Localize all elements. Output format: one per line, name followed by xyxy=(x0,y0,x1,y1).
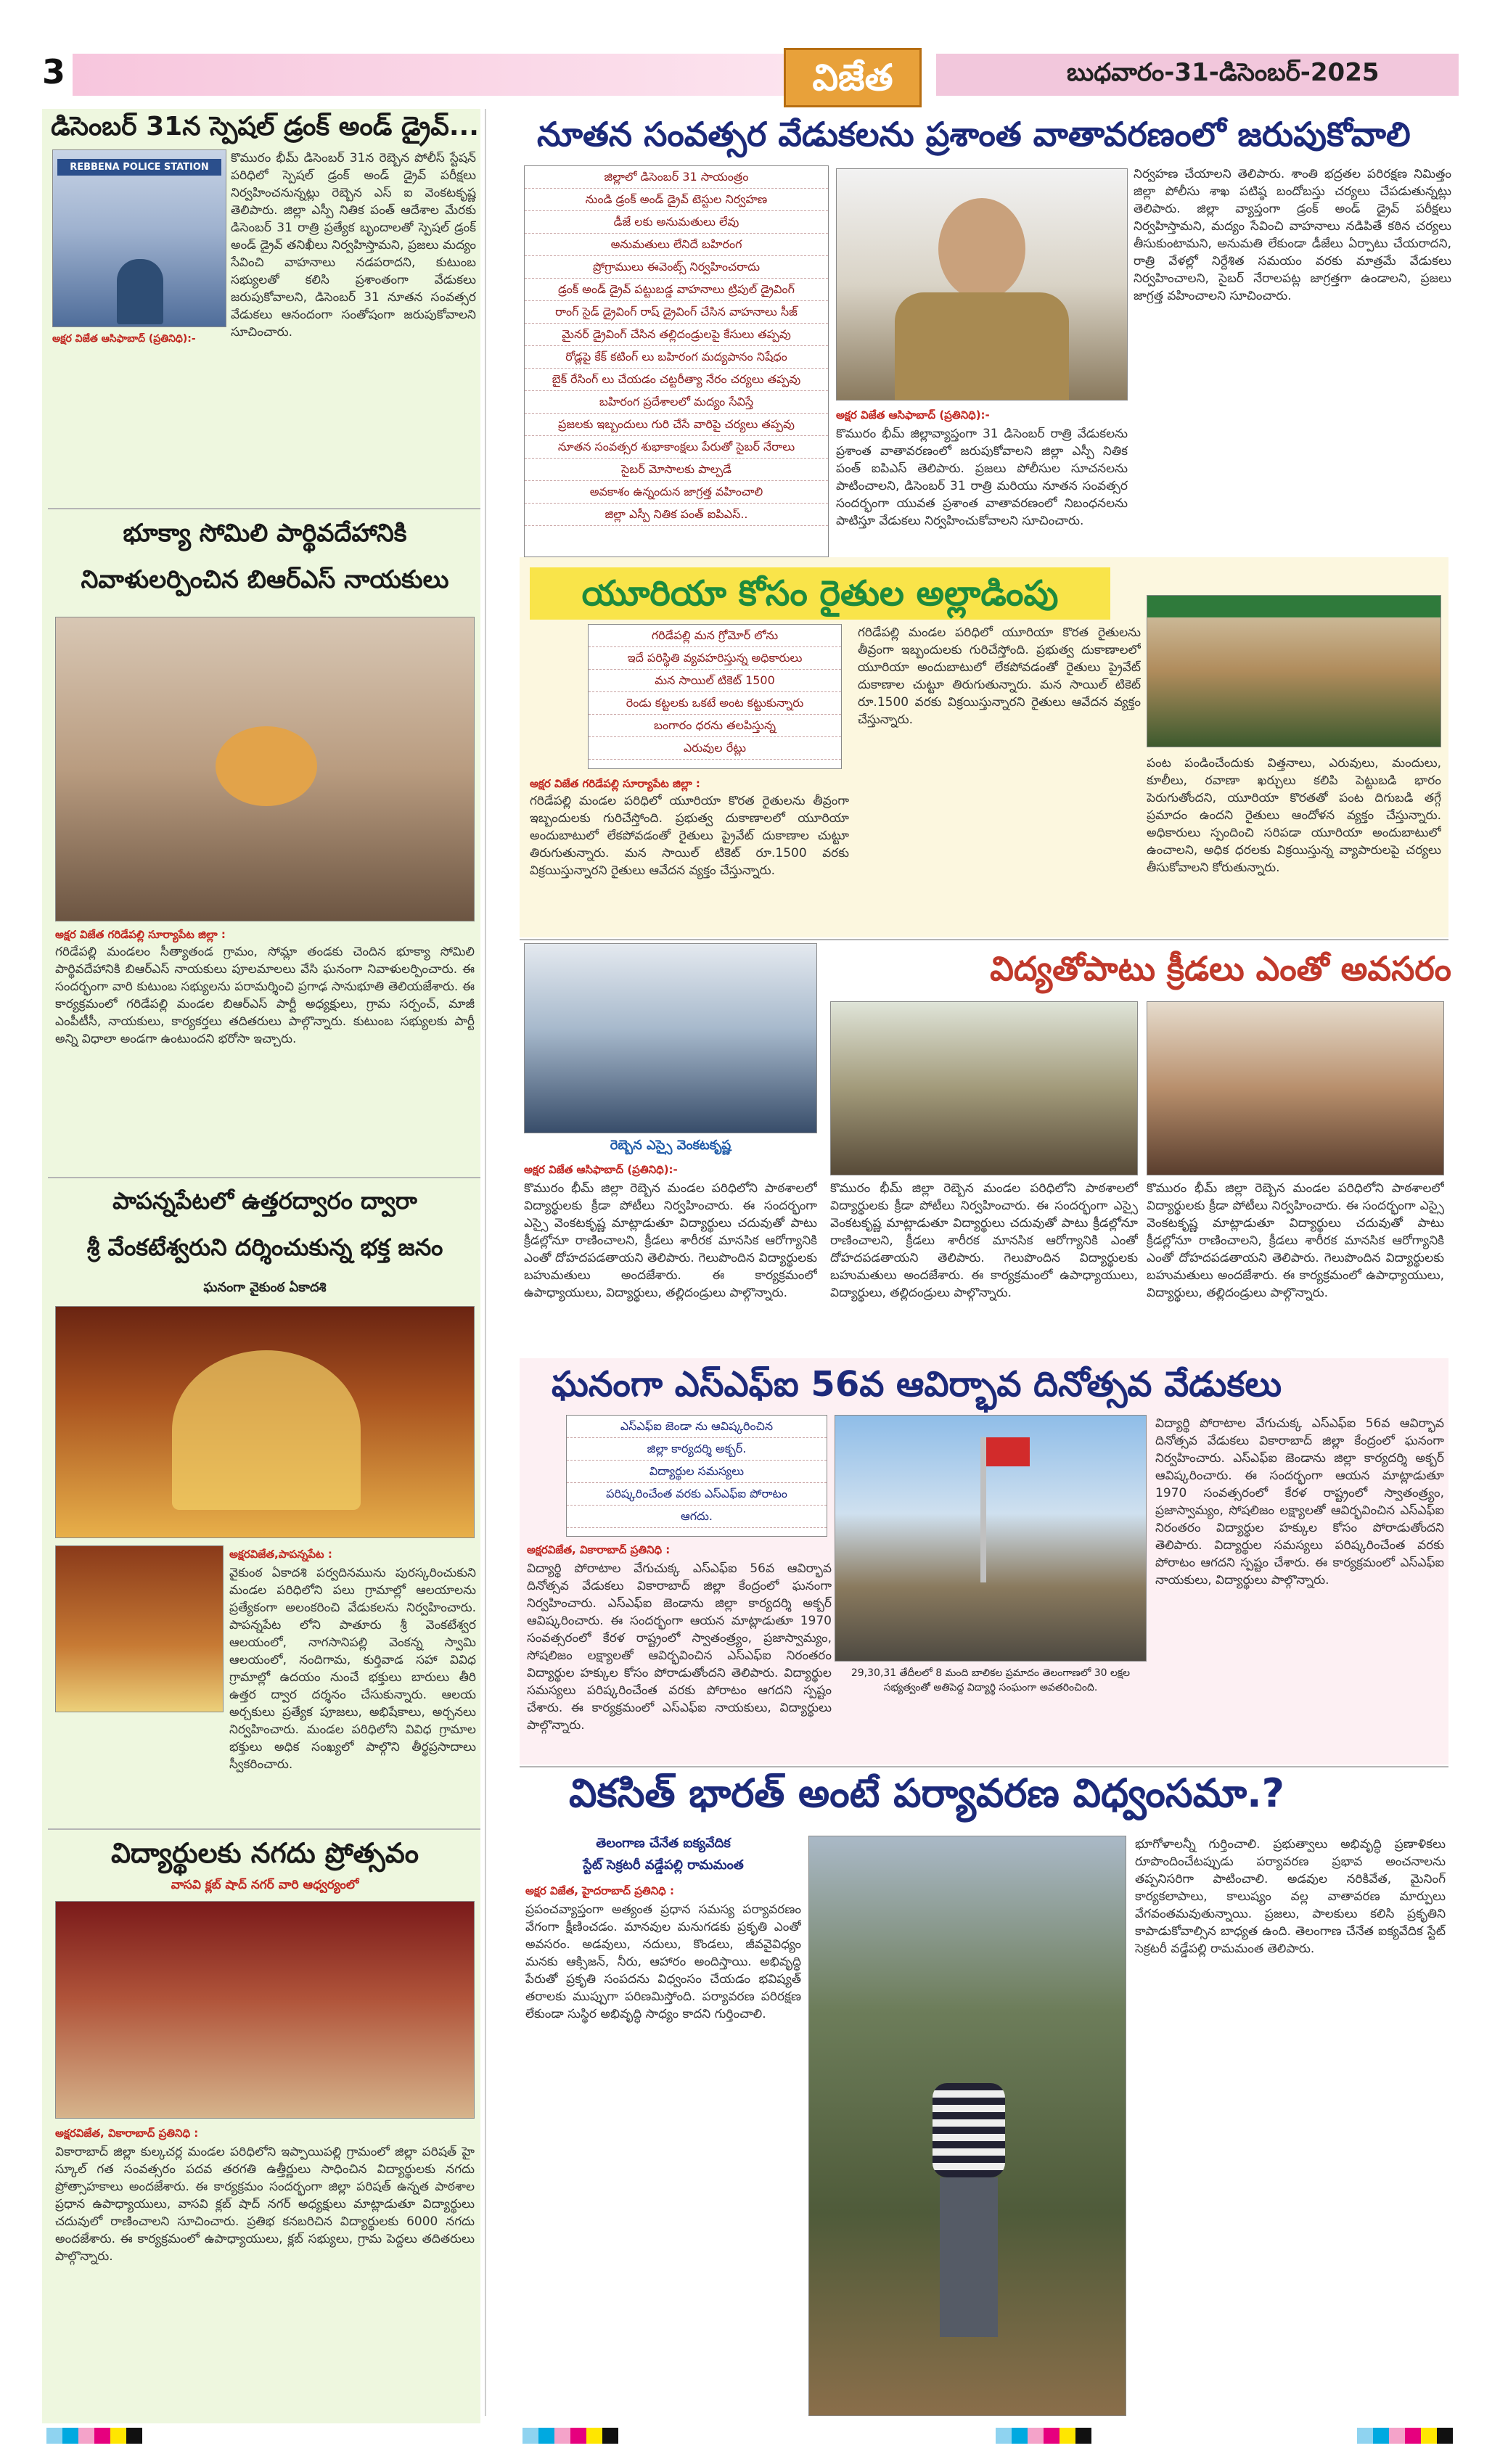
highlight-line: సైబర్ మోసాలకు పాల్పడే xyxy=(525,459,828,481)
left-story2-body: గరిడేపల్లి మండలం సీత్యాతండ గ్రామం, సోమ్లా తండకు చెందిన భూక్యా సోమిలి పార్థివదేహానికి బిఆర్ఎస్ నాయకులు పూలమాలలు వేసి ఘనంగా నివాళులర్పించారు. ఈ సందర్భంగా వారి కుటుంబ సభ్యులను పరామర్శించి ప్రగాఢ సానుభూతి తెలియజేశారు. ఈ కార్యక్రమంలో గరిడేపల్లి మండల బిఆర్ఎస్ పార్టీ అధ్యక్షులు, గ్రామ సర్పంచ్, మాజీ ఎంపీటీసీ, నాయకులు, కార్యకర్తలు తదితరులు పాల్గొన్నారు. కుటుంబ సభ్యులకు పార్టీ అన్ని విధాలా అండగా ఉంటుందని భరోసా ఇచ్చారు. xyxy=(55,945,475,1046)
highlight-line: బైక్ రేసింగ్ లు చేయడం చట్టరీత్యా నేరం చర్యలు తప్పవు xyxy=(525,369,828,391)
main-divider-2 xyxy=(520,1766,1448,1767)
left-story1-body: కొమురం భీమ్ డిసెంబర్ 31న రెబ్బెన పోలీస్ స్టేషన్ పరిధిలో స్పెషల్ డ్రంక్ అండ్ డ్రైవ్ పరీక్షలు నిర్వహించనున్నట్లు రెబ్బెన ఎస్ ఐ వెంకటకృష్ణ తెలిపారు. జిల్లా ఎస్పీ నితిక పంత్ ఆదేశాల మేరకు డిసెంబర్ 31 రాత్రి ప్రత్యేక బృందాలతో స్పెషల్ డ్రంక్ అండ్ డ్రైవ్ తనిఖీలు నిర్వహిస్తామని, ప్రజలు మద్యం సేవించి వాహనాలు నడపరాదని, కుటుంబ సభ్యులతో కలిసి ప్రశాంతంగా వేడుకలు జరుపుకోవాలని, డిసెంబర్ 31 నూతన సంవత్సర వేడుకలు ఆనందంగా సంతోషంగా జరుపుకోవాలని సూచించారు. xyxy=(231,151,476,340)
main-story1-byline: అక్షర విజేత ఆసిఫాబాద్ (ప్రతినిధి):- xyxy=(836,408,990,422)
main-story5-kicker2: స్టేట్ సెక్రటరీ వడ్డేపల్లి రామమంత xyxy=(583,1857,744,1873)
masthead-band xyxy=(73,54,907,96)
highlight-line: నుండి డ్రంక్ అండ్ డ్రైవ్ టెస్టుల నిర్వహణ xyxy=(525,189,828,211)
students-group-photo-2 xyxy=(1147,1001,1444,1175)
left-story2-byline: అక్షర విజేత గరిడేపల్లి సూర్యాపేట జిల్లా : xyxy=(55,928,226,941)
police-station-photo xyxy=(52,149,226,327)
left-divider-2 xyxy=(48,1177,480,1178)
registration-marks-4 xyxy=(1357,2428,1453,2444)
main-story2-body-right: పంట పండించేందుకు విత్తనాలు, ఎరువులు, మందులు, కూలీలు, రవాణా ఖర్చులు కలిపి పెట్టుబడి భారం పెరుగుతోందని, యూరియా కొరతతో పంట దిగుబడి తగ్గే ప్రమాదం ఉందని రైతులు ఆందోళన వ్యక్తం చేస్తున్నారు. అధికారులు స్పందించి సరిపడా యూరియా అందుబాటులో ఉంచాలని, అధిక ధరలకు విక్రయిస్తున్న వ్యాపారులపై చర్యలు తీసుకోవాలని కోరుతున్నారు. xyxy=(1147,756,1441,875)
highlight-line: డ్రంక్ అండ్ డ్రైవ్ పట్టుబడ్డ వాహనాలు ట్రిపుల్ డ్రైవింగ్ xyxy=(525,279,828,301)
highlight-line: రాంగ్ సైడ్ డ్రైవింగ్ రాష్ డ్రైవింగ్ చేసిన వాహనాలు సీజ్ xyxy=(525,301,828,324)
garland-shape xyxy=(216,726,317,806)
main-story5-byline: అక్షర విజేత, హైదరాబాద్ ప్రతినిధి : xyxy=(525,1884,674,1897)
left-story1-headline: డిసెంబర్ 31న స్పెషల్ డ్రంక్ అండ్ డ్రైవ్... xyxy=(51,112,479,141)
highlight-line: డీజే లకు అనుమతులు లేవు xyxy=(525,211,828,234)
main-story2-body-center-b: గరిడేపల్లి మండల పరిధిలో యూరియా కొరత రైతులను తీవ్రంగా ఇబ్బందులకు గురిచేస్తోంది. ప్రభుత్వ దుకాణాలలో యూరియా అందుబాటులో లేకపోవడంతో రైతులు ప్రైవేట్ దుకాణాల చుట్టూ తిరుగుతున్నారు. మన సాయిల్ టికెట్ రూ.1500 వరకు విక్రయిస్తున్నారని రైతులు ఆవేదన వ్యక్తం చేస్తున్నారు. xyxy=(858,625,1141,727)
main-story4-highlights xyxy=(566,1415,827,1537)
highlight-line: పరిష్కరించేంత వరకు ఎస్ఎఫ్ఐ పోరాటం xyxy=(567,1483,827,1506)
main-story4-body-right: విద్యార్థి పోరాటాల వేగుచుక్క ఎస్ఎఫ్ఐ 56వ ఆవిర్భావ దినోత్సవ వేడుకలు వికారాబాద్ జిల్లా కేంద్రంలో ఘనంగా నిర్వహించారు. ఎస్ఎఫ్ఐ జెండాను జిల్లా కార్యదర్శి అక్బర్ ఆవిష్కరించారు. ఈ సందర్భంగా ఆయన మాట్లాడుతూ 1970 సంవత్సరంలో కేరళ రాష్ట్రంలో స్వాతంత్ర్యం, ప్రజాస్వామ్యం, సోషలిజం లక్ష్యాలతో ఆవిర్భవించిన ఎస్ఎఫ్ఐ నిరంతరం విద్యార్థుల హక్కుల కోసం పోరాడుతోందని తెలిపారు. విద్యార్థుల సమస్యలు పరిష్కరించేంత వరకు పోరాటం ఆగదని స్పష్టం చేశారు. ఈ కార్యక్రమంలో ఎస్ఎఫ్ఐ నాయకులు, విద్యార్థులు పాల్గొన్నారు. xyxy=(1155,1416,1444,1588)
issue-date: బుధవారం-31-డిసెంబర్-2025 xyxy=(1067,58,1380,87)
main-story4-caption: 29,30,31 తేదీలలో 8 మంది బాలికల ప్రమాదం తెలంగాణలో 30 లక్షల సభ్యత్వంతో అతిపెద్ద విద్యార్థి సంఘంగా అవతరించింది. xyxy=(851,1667,1131,1693)
person-trousers-shape xyxy=(940,2177,998,2337)
main-divider-1 xyxy=(520,939,1448,940)
left-divider-1 xyxy=(48,508,480,509)
highlight-line: ఆగదు. xyxy=(567,1506,827,1528)
officer-figure xyxy=(117,259,163,324)
main-story1-body-center: కొమురం భీమ్ జిల్లావ్యాప్తంగా 31 డిసెంబర్ రాత్రి వేడుకలను ప్రశాంత వాతావరణంలో జరుపుకోవాలని జిల్లా ఎస్పీ నితిక పంత్ ఐపిఎస్ తెలిపారు. ప్రజలు పోలీసుల సూచనలను పాటించాలని, డిసెంబర్ 31 రాత్రి మరియు నూతన సంవత్సర సందర్భంగా యువత ప్రశాంత వాతావరణంలో నిబంధనలను పాటిస్తూ వేడుకలు నిర్వహించుకోవాలని సూచించారు. xyxy=(836,427,1128,528)
main-story3-caption: రెబ్బెన ఎస్సై వెంకటకృష్ణ xyxy=(610,1138,731,1153)
highlight-line: నూతన సంవత్సర శుభాకాంక్షలు పేరుతో సైబర్ నేరాలు xyxy=(525,436,828,459)
highlight-line: రోడ్లపై కేక్ కటింగ్ లు బహిరంగ మద్యపానం నిషేధం xyxy=(525,346,828,369)
sp-portrait-photo xyxy=(836,168,1128,401)
highlight-line: జిల్లాలో డిసెంబర్ 31 సాయంత్రం xyxy=(525,166,828,189)
main-story3-body-center: కొమురం భీమ్ జిల్లా రెబ్బెన మండల పరిధిలోని పాఠశాలలో విద్యార్థులకు క్రీడా పోటీలు నిర్వహించారు. ఈ సందర్భంగా ఎస్సై వెంకటకృష్ణ మాట్లాడుతూ విద్యార్థులు చదువుతో పాటు క్రీడల్లోనూ రాణించాలని, క్రీడలు శారీరక మానసిక ఆరోగ్యానికి ఎంతో దోహదపడతాయని తెలిపారు. గెలుపొందిన విద్యార్థులకు బహుమతులు అందజేశారు. ఈ కార్యక్రమంలో ఉపాధ్యాయులు, విద్యార్థులు, తల్లిదండ్రులు పాల్గొన్నారు. xyxy=(830,1181,1138,1300)
tribute-photo xyxy=(55,617,475,921)
sfi-flag-hoisting-photo xyxy=(835,1415,1147,1662)
left-divider-3 xyxy=(48,1828,480,1830)
masthead xyxy=(0,0,1500,109)
left-story4-subhead: వాసవి క్లబ్ షాద్ నగర్ వారి ఆధ్వర్యంలో xyxy=(171,1878,359,1892)
main-story3-headline: విద్యతోపాటు క్రీడలు ఎంతో అవసరం xyxy=(990,949,1451,988)
main-story1-highlights xyxy=(524,165,829,557)
highlight-line: రెండు కట్టలకు ఒకటే అంట కట్టుకున్నారు xyxy=(589,692,841,715)
registration-marks-2 xyxy=(522,2428,618,2444)
left-story1-byline: అక్షర విజేత ఆసిఫాబాద్ (ప్రతినిధి):- xyxy=(52,333,196,345)
main-story3-byline: అక్షర విజేత ఆసిఫాబాద్ (ప్రతినిధి):- xyxy=(524,1163,678,1176)
highlight-line: ప్రోగ్రాములు ఈవెంట్స్ నిర్వహించరాదు xyxy=(525,256,828,279)
sports-event-photo xyxy=(524,943,817,1133)
highlight-line: బహిరంగ ప్రదేశాలలో మద్యం సేవిస్తే xyxy=(525,391,828,414)
main-story3-body-right: కొమురం భీమ్ జిల్లా రెబ్బెన మండల పరిధిలోని పాఠశాలలో విద్యార్థులకు క్రీడా పోటీలు నిర్వహించారు. ఈ సందర్భంగా ఎస్సై వెంకటకృష్ణ మాట్లాడుతూ విద్యార్థులు చదువుతో పాటు క్రీడల్లోనూ రాణించాలని, క్రీడలు శారీరక మానసిక ఆరోగ్యానికి ఎంతో దోహదపడతాయని తెలిపారు. గెలుపొందిన విద్యార్థులకు బహుమతులు అందజేశారు. ఈ కార్యక్రమంలో ఉపాధ్యాయులు, విద్యార్థులు, తల్లిదండ్రులు పాల్గొన్నారు. xyxy=(1147,1181,1444,1300)
students-group-photo-1 xyxy=(830,1001,1138,1175)
highlight-line: గరిడేపల్లి మన గ్రోమోర్ లోను xyxy=(589,625,841,647)
left-story3-byline: అక్షరవిజేత,పాపన్నపేట : xyxy=(229,1548,332,1561)
left-story4-body: వికారాబాద్ జిల్లా కుల్కచర్ల మండల పరిధిలోని ఇప్పాయిపల్లి గ్రామంలో జిల్లా పరిషత్ హై స్కూల్ గత సంవత్సరం పదవ తరగతి ఉత్తీర్ణులు సాధించిన విద్యార్థులకు నగదు ప్రోత్సాహకాలు అందజేశారు. ఈ కార్యక్రమం సందర్భంగా జిల్లా పరిషత్ ఉన్నత పాఠశాల ప్రధాన ఉపాధ్యాయులు, వాసవి క్లబ్ షాద్ నగర్ అధ్యక్షులు మాట్లాడుతూ విద్యార్థులు చదువులో రాణించాలని సూచించారు. ప్రతిభ కనబరిచిన విద్యార్థులకు 6000 నగదు అందజేశారు. ఈ కార్యక్రమంలో ఉపాధ్యాయులు, క్లబ్ సభ్యులు, గ్రామ పెద్దలు తదితరులు పాల్గొన్నారు. xyxy=(55,2145,475,2264)
left-story2-headline-line1: భూక్యా సోమిలి పార్థివదేహానికి xyxy=(123,519,407,548)
highlight-line: విద్యార్థుల సమస్యలు xyxy=(567,1461,827,1483)
main-story4-headline: ఘనంగా ఎస్ఎఫ్ఐ 56వ ఆవిర్భావ దినోత్సవ వేడుకలు xyxy=(552,1364,1282,1405)
main-story1-headline: నూతన సంవత్సర వేడుకలను ప్రశాంత వాతావరణంలో జరుపుకోవాలి xyxy=(537,115,1411,154)
left-story3-body: వైకుంఠ ఏకాదశి పర్వదినమును పురస్కరించుకుని మండల పరిధిలోని పలు గ్రామాల్లో ఆలయాలను ప్రత్యేకంగా అలంకరించి వేడుకలను నిర్వహించారు. పాపన్నపేట లోని పాతూరు శ్రీ వెంకటేశ్వర ఆలయంలో, నాగసానిపల్లి వెంకన్న స్వామి ఆలయంలో, నందిగామ, కుర్తివాడ సహా వివిధ గ్రామాల్లో ఉదయం నుంచే భక్తులు బారులు తీరి ఉత్తర ద్వార దర్శనం చేసుకున్నారు. ఆలయ అర్చకులు ప్రత్యేక పూజలు, అభిషేకాలు, అర్చనలు నిర్వహించారు. మండల పరిధిలోని వివిధ గ్రామాల భక్తులు అధిక సంఖ్యలో పాల్గొని తీర్థప్రసాదాలు స్వీకరించారు. xyxy=(229,1566,476,1772)
highlight-line: జిల్లా ఎస్పీ నితిక పంత్ ఐపిఎస్.. xyxy=(525,504,828,526)
highlight-line: ఇదే పరిస్థితి వ్యవహరిస్తున్న అధికారులు xyxy=(589,647,841,670)
portrait-face-shape xyxy=(938,198,1025,300)
registration-marks-1 xyxy=(46,2428,142,2444)
registration-marks-3 xyxy=(996,2428,1091,2444)
left-story3-headline-line1: పాపన్నపేటలో ఉత్తరద్వారం ద్వారా xyxy=(112,1187,417,1215)
highlight-line: ఎస్ఎఫ్ఐ జెండా ను ఆవిష్కరించిన xyxy=(567,1416,827,1438)
highlight-line: మన సాయిల్ టికెట్ 1500 xyxy=(589,670,841,692)
fertilizer-shop-photo xyxy=(1147,595,1441,747)
forest-person-photo xyxy=(808,1836,1126,2416)
students-award-photo xyxy=(55,1901,475,2119)
main-story2-byline: అక్షర విజేత గరిడేపల్లి సూర్యాపేట జిల్లా : xyxy=(530,777,700,790)
left-story3-caption: ఘనంగా వైకుంఠ ఏకాదశి xyxy=(203,1280,327,1295)
highlight-line: ఎరువుల రేట్లు xyxy=(589,737,841,760)
left-story2-headline-line2: నివాళులర్పించిన బిఆర్ఎస్ నాయకులు xyxy=(81,565,449,594)
highlight-line: అనుమతులు లేనిదే బహిరంగ xyxy=(525,234,828,256)
highlight-line: అవకాశం ఉన్నందున జాగ్రత్త వహించాలి xyxy=(525,481,828,504)
column-divider xyxy=(485,109,486,2416)
main-story2-headline: యూరియా కోసం రైతుల అల్లాడింపు xyxy=(530,567,1110,620)
uniform-shape xyxy=(895,292,1069,401)
temple-deity-photo xyxy=(55,1306,475,1538)
person-shirt-shape xyxy=(933,2083,1005,2177)
temple-priest-photo xyxy=(55,1545,224,1712)
main-story4-byline: అక్షరవిజేత, వికారాబాద్ ప్రతినిధి : xyxy=(527,1543,671,1556)
sfi-flag-shape xyxy=(986,1437,1030,1466)
deity-arch-shape xyxy=(172,1350,361,1510)
main-story2-body-center-a: గరిడేపల్లి మండల పరిధిలో యూరియా కొరత రైతులను తీవ్రంగా ఇబ్బందులకు గురిచేస్తోంది. ప్రభుత్వ దుకాణాలలో యూరియా అందుబాటులో లేకపోవడంతో రైతులు ప్రైవేట్ దుకాణాల చుట్టూ తిరుగుతున్నారు. మన సాయిల్ టికెట్ రూ.1500 వరకు విక్రయిస్తున్నారని రైతులు ఆవేదన వ్యక్తం చేస్తున్నారు. xyxy=(530,794,849,878)
shop-board-shape xyxy=(1147,596,1441,617)
left-story4-byline: అక్షరవిజేత, వికారాబాద్ ప్రతినిధి : xyxy=(55,2127,199,2140)
highlight-line: మైనర్ డ్రైవింగ్ చేసిన తల్లిదండ్రులపై కేసులు తప్పవు xyxy=(525,324,828,346)
main-story5-kicker: తెలంగాణ చేనేత ఐక్యవేదిక xyxy=(596,1836,731,1851)
main-story3-body-left: కొమురం భీమ్ జిల్లా రెబ్బెన మండల పరిధిలోని పాఠశాలలో విద్యార్థులకు క్రీడా పోటీలు నిర్వహించారు. ఈ సందర్భంగా ఎస్సై వెంకటకృష్ణ మాట్లాడుతూ విద్యార్థులు చదువుతో పాటు క్రీడల్లోనూ రాణించాలని, క్రీడలు శారీరక మానసిక ఆరోగ్యానికి ఎంతో దోహదపడతాయని తెలిపారు. గెలుపొందిన విద్యార్థులకు బహుమతులు అందజేశారు. ఈ కార్యక్రమంలో ఉపాధ్యాయులు, విద్యార్థులు, తల్లిదండ్రులు పాల్గొన్నారు. xyxy=(524,1181,817,1300)
main-story4-body-left: విద్యార్థి పోరాటాల వేగుచుక్క ఎస్ఎఫ్ఐ 56వ ఆవిర్భావ దినోత్సవ వేడుకలు వికారాబాద్ జిల్లా కేంద్రంలో ఘనంగా నిర్వహించారు. ఎస్ఎఫ్ఐ జెండాను జిల్లా కార్యదర్శి అక్బర్ ఆవిష్కరించారు. ఈ సందర్భంగా ఆయన మాట్లాడుతూ 1970 సంవత్సరంలో కేరళ రాష్ట్రంలో స్వాతంత్ర్యం, ప్రజాస్వామ్యం, సోషలిజం లక్ష్యాలతో ఆవిర్భవించిన ఎస్ఎఫ్ఐ నిరంతరం విద్యార్థుల హక్కుల కోసం పోరాడుతోందని తెలిపారు. విద్యార్థుల సమస్యలు పరిష్కరించేంత వరకు పోరాటం ఆగదని స్పష్టం చేశారు. ఈ కార్యక్రమంలో ఎస్ఎఫ్ఐ నాయకులు, విద్యార్థులు పాల్గొన్నారు. xyxy=(527,1561,832,1733)
main-story1-body-right: నిర్వహణ చేయాలని తెలిపారు. శాంతి భద్రతల పరిరక్షణ నిమిత్తం జిల్లా పోలీసు శాఖ పటిష్ఠ బందోబస్తు చర్యలు చేపడుతున్నట్లు తెలిపారు. జిల్లా వ్యాప్తంగా డ్రంక్ అండ్ డ్రైవ్ పరీక్షలు నిర్వహిస్తామని, మద్యం సేవించి వాహనాలు నడిపితే కఠిన చర్యలు తీసుకుంటామని, అనుమతి లేకుండా డీజేలు ఏర్పాటు చేయరాదని, రాత్రి వేళల్లో నిర్దేశిత సమయం వరకు మాత్రమే వేడుకలు నిర్వహించాలని, సైబర్ నేరాలపట్ల జాగ్రత్తగా ఉండాలని, ప్రజలు జాగ్రత్త వహించాలని సూచించారు. xyxy=(1134,167,1451,303)
station-sign: REBBENA POLICE STATION xyxy=(57,159,221,176)
newspaper-logo: విజేత xyxy=(784,48,922,107)
main-story5-body-left: ప్రపంచవ్యాప్తంగా అత్యంత ప్రధాన సమస్య పర్యావరణం వేగంగా క్షీణించడం. మానవుల మనుగడకు ప్రకృతి ఎంతో అవసరం. అడవులు, నదులు, కొండలు, జీవవైవిధ్యం మనకు ఆక్సిజన్, నీరు, ఆహారం అందిస్తాయి. అభివృద్ధి పేరుతో ప్రకృతి సంపదను విధ్వంసం చేయడం భవిష్యత్ తరాలకు ముప్పుగా పరిణమిస్తోంది. పర్యావరణ పరిరక్షణ లేకుండా సుస్థిర అభివృద్ధి సాధ్యం కాదని గుర్తించాలి. xyxy=(525,1902,801,2021)
page-number: 3 xyxy=(42,52,66,91)
highlight-line: ప్రజలకు ఇబ్బందులు గురి చేసే వారిపై చర్యలు తప్పవు xyxy=(525,414,828,436)
highlight-line: బంగారం ధరను తలపిస్తున్న xyxy=(589,715,841,737)
flag-pole-shape xyxy=(980,1437,986,1582)
main-story5-body-right: భూగోళాలన్నీ గుర్తించాలి. ప్రభుత్వాలు అభివృద్ధి ప్రణాళికలు రూపొందించేటప్పుడు పర్యావరణ ప్రభావ అంచనాలను తప్పనిసరిగా పాటించాలి. అడవుల నరికివేత, మైనింగ్ కార్యకలాపాలు, కాలుష్యం వల్ల వాతావరణ మార్పులు వేగవంతమవుతున్నాయి. ప్రజలు, పాలకులు కలిసి ప్రకృతిని కాపాడుకోవాల్సిన బాధ్యత ఉంది. తెలంగాణ చేనేత ఐక్యవేదిక స్టేట్ సెక్రటరీ వడ్డేపల్లి రామమంత తెలిపారు. xyxy=(1135,1837,1446,1956)
left-story3-headline-line2: శ్రీ వేంకటేశ్వరుని దర్శించుకున్న భక్త జనం xyxy=(86,1233,443,1261)
main-story2-highlights xyxy=(588,624,842,769)
highlight-line: జిల్లా కార్యదర్శి అక్బర్. xyxy=(567,1438,827,1461)
main-story5-headline: వికసిత్ భారత్ అంటే పర్యావరణ విధ్వంసమా.? xyxy=(569,1770,1284,1816)
left-story4-headline: విద్యార్థులకు నగదు ప్రోత్సవం xyxy=(111,1837,419,1869)
